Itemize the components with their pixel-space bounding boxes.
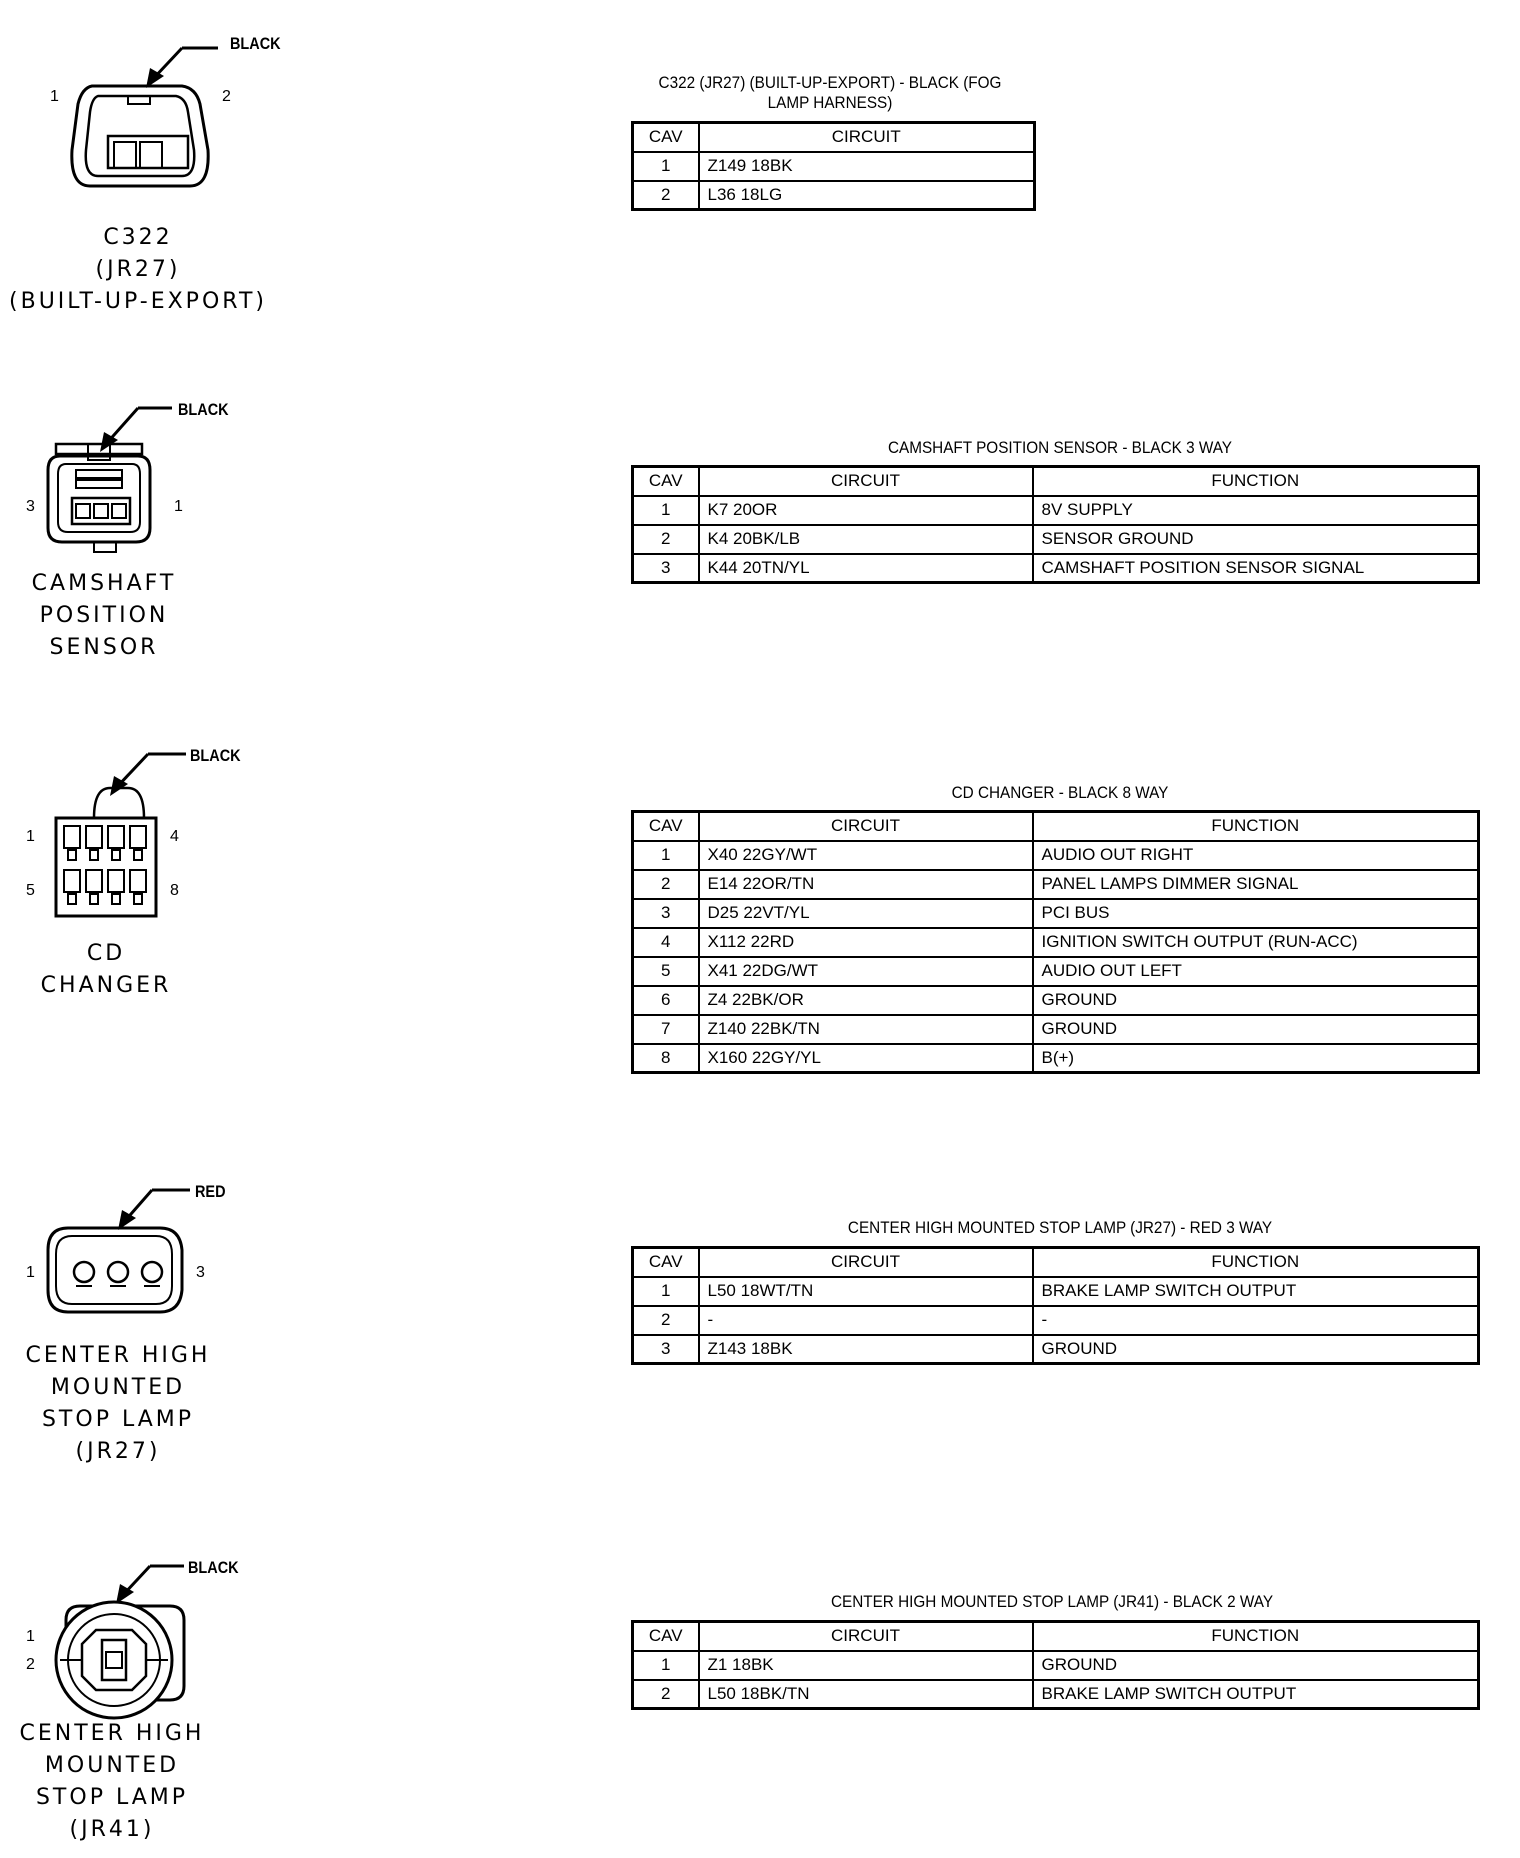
cell-circuit: X40 22GY/WT [699,841,1033,870]
cd-changer-pinout-table [631,810,1480,1074]
header-function: FUNCTION [1033,1622,1479,1651]
header-circuit: CIRCUIT [699,1248,1033,1277]
table-header-row [633,1622,1479,1651]
cd-changer-table-title: CD CHANGER - BLACK 8 WAY [951,783,1169,802]
camshaft-color-tag: BLACK [178,400,229,419]
chmsl-jr27-table-title: CENTER HIGH MOUNTED STOP LAMP (JR27) - RED 3 WAY [847,1218,1273,1237]
cell-cav: 1 [633,841,699,870]
header-circuit: CIRCUIT [699,812,1033,841]
chmsl-jr41-pinout-table [631,1620,1480,1710]
c322-connector-label: C322 (JR27) (BUILT-UP-EXPORT) [9,225,267,314]
c322-table-title: C322 (JR27) (BUILT-UP-EXPORT) - BLACK (FOG LAMP HARNESS) [658,73,1002,112]
cell-function: AUDIO OUT LEFT [1033,957,1479,986]
cell-circuit: Z1 18BK [699,1651,1033,1680]
cell-cav: 2 [633,870,699,899]
cell-circuit: L50 18BK/TN [699,1680,1033,1709]
cell-circuit: X41 22DG/WT [699,957,1033,986]
cell-cav: 5 [633,957,699,986]
table-row [633,1044,1479,1073]
cell-circuit: K4 20BK/LB [699,525,1033,554]
cell-circuit: K44 20TN/YL [699,554,1033,583]
cell-circuit: X112 22RD [699,928,1033,957]
cell-cav: 8 [633,1044,699,1073]
table-row [633,152,1035,181]
header-cav: CAV [633,123,699,152]
camshaft-pin-1: 1 [174,498,183,515]
table-row [633,1335,1479,1364]
cell-function: PANEL LAMPS DIMMER SIGNAL [1033,870,1479,899]
cell-circuit: L50 18WT/TN [699,1277,1033,1306]
cell-circuit: L36 18LG [699,181,1035,210]
cd-changer-connector-label: CD CHANGER [40,941,172,998]
header-circuit: CIRCUIT [699,1622,1033,1651]
table-header-row [633,812,1479,841]
table-row [633,1306,1479,1335]
table-row [633,957,1479,986]
cell-cav: 3 [633,899,699,928]
cell-function: 8V SUPPLY [1033,496,1479,525]
cell-function: CAMSHAFT POSITION SENSOR SIGNAL [1033,554,1479,583]
cell-cav: 2 [633,525,699,554]
chmsl-jr27-color-tag: RED [195,1182,226,1201]
header-circuit: CIRCUIT [699,467,1033,496]
cell-function: GROUND [1033,1335,1479,1364]
table-row [633,181,1035,210]
cd-changer-color-tag: BLACK [190,746,241,765]
chmsl-jr27-pin-3: 3 [196,1264,205,1281]
camshaft-table-title: CAMSHAFT POSITION SENSOR - BLACK 3 WAY [887,438,1233,457]
camshaft-pin-3: 3 [26,498,35,515]
cell-function: GROUND [1033,1651,1479,1680]
camshaft-connector-label: CAMSHAFT POSITION SENSOR [31,571,177,660]
chmsl-jr27-pinout-table [631,1246,1480,1365]
cell-circuit: K7 20OR [699,496,1033,525]
cell-circuit: - [699,1306,1033,1335]
chmsl-jr41-connector-label: CENTER HIGH MOUNTED STOP LAMP (JR41) [19,1721,205,1842]
header-function: FUNCTION [1033,467,1479,496]
table-row [633,525,1479,554]
cell-cav: 4 [633,928,699,957]
header-cav: CAV [633,467,699,496]
cell-function: PCI BUS [1033,899,1479,928]
cell-circuit: D25 22VT/YL [699,899,1033,928]
table-header-row [633,1248,1479,1277]
cell-function: BRAKE LAMP SWITCH OUTPUT [1033,1680,1479,1709]
cell-function: SENSOR GROUND [1033,525,1479,554]
cell-cav: 1 [633,1277,699,1306]
header-circuit: CIRCUIT [699,123,1035,152]
c322-color-tag: BLACK [230,34,281,53]
chmsl-jr41-connector-drawing [0,0,300,1858]
chmsl-jr41-pin-2: 2 [26,1656,35,1673]
cell-cav: 1 [633,496,699,525]
header-function: FUNCTION [1033,812,1479,841]
cell-cav: 2 [633,181,699,210]
c322-pinout-table [631,121,1036,211]
header-cav: CAV [633,812,699,841]
camshaft-pinout-table [631,465,1480,584]
table-row [633,1277,1479,1306]
table-row [633,1651,1479,1680]
cell-cav: 2 [633,1680,699,1709]
cd-changer-pin-1: 1 [26,828,35,845]
cell-cav: 3 [633,554,699,583]
cell-circuit: Z149 18BK [699,152,1035,181]
table-row [633,986,1479,1015]
cell-function: AUDIO OUT RIGHT [1033,841,1479,870]
header-cav: CAV [633,1248,699,1277]
c322-pin-1: 1 [50,88,59,105]
c322-pin-2: 2 [222,88,231,105]
table-row [633,928,1479,957]
cell-cav: 1 [633,152,699,181]
chmsl-jr27-connector-label: CENTER HIGH MOUNTED STOP LAMP (JR27) [25,1343,211,1464]
cd-changer-pin-8: 8 [170,882,179,899]
table-row [633,496,1479,525]
table-row [633,1015,1479,1044]
table-row [633,1680,1479,1709]
chmsl-jr41-color-tag: BLACK [188,1558,239,1577]
cell-circuit: Z143 18BK [699,1335,1033,1364]
cd-changer-pin-5: 5 [26,882,35,899]
header-cav: CAV [633,1622,699,1651]
cell-function: GROUND [1033,986,1479,1015]
chmsl-jr41-table-title: CENTER HIGH MOUNTED STOP LAMP (JR41) - BLACK 2 WAY [830,1592,1274,1611]
cell-circuit: E14 22OR/TN [699,870,1033,899]
chmsl-jr27-pin-1: 1 [26,1264,35,1281]
cell-circuit: X160 22GY/YL [699,1044,1033,1073]
cell-cav: 7 [633,1015,699,1044]
table-row [633,841,1479,870]
cell-cav: 2 [633,1306,699,1335]
chmsl-jr41-pin-1: 1 [26,1628,35,1645]
cell-cav: 6 [633,986,699,1015]
cell-circuit: Z4 22BK/OR [699,986,1033,1015]
header-function: FUNCTION [1033,1248,1479,1277]
cell-function: B(+) [1033,1044,1479,1073]
cell-circuit: Z140 22BK/TN [699,1015,1033,1044]
table-header-row [633,123,1035,152]
cell-cav: 1 [633,1651,699,1680]
cell-function: - [1033,1306,1479,1335]
cell-function: BRAKE LAMP SWITCH OUTPUT [1033,1277,1479,1306]
table-row [633,899,1479,928]
cd-changer-pin-4: 4 [170,828,179,845]
table-row [633,554,1479,583]
table-header-row [633,467,1479,496]
cell-function: GROUND [1033,1015,1479,1044]
cell-cav: 3 [633,1335,699,1364]
table-row [633,870,1479,899]
cell-function: IGNITION SWITCH OUTPUT (RUN-ACC) [1033,928,1479,957]
